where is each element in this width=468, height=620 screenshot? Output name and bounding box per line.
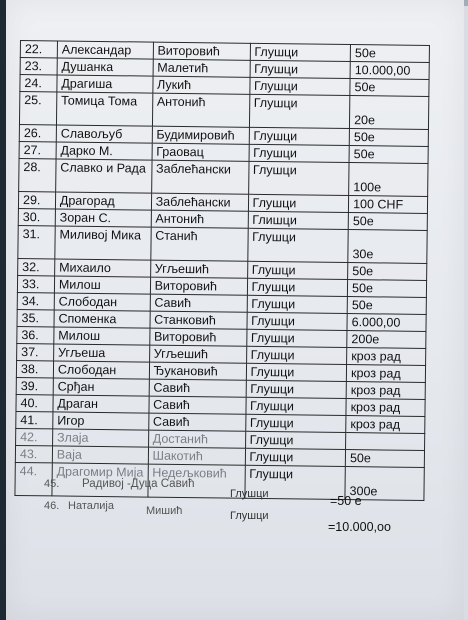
- cell-place: Глушци: [247, 312, 348, 330]
- cell-last: Ђукановић: [149, 362, 246, 380]
- cell-num: 43.: [15, 445, 52, 462]
- cell-last: Савић: [148, 413, 245, 431]
- cell-last: Лукић: [152, 76, 249, 94]
- extra-row-45-place: Глушци: [230, 488, 269, 500]
- cell-first: Душанка: [57, 58, 153, 76]
- cell-amount: кроз рад: [347, 348, 426, 366]
- cell-num: 39.: [16, 377, 53, 394]
- cell-last: Малетић: [153, 59, 250, 77]
- table-row: [18, 225, 427, 263]
- cell-num: 24.: [20, 75, 57, 92]
- cell-amount: кроз рад: [346, 399, 425, 417]
- cell-last: Угљешић: [150, 260, 247, 278]
- cell-place: Глушци: [247, 228, 348, 262]
- cell-place: Глушци: [249, 127, 350, 145]
- cell-num: 37.: [17, 343, 54, 360]
- cell-amount: 50е: [347, 297, 426, 315]
- cell-num: 23.: [20, 58, 57, 75]
- cell-first: Угљеша: [53, 344, 149, 362]
- cell-num: 28.: [19, 158, 56, 191]
- cell-num: 33.: [17, 275, 54, 292]
- cell-place: Глушци: [250, 43, 351, 61]
- cell-amount: 100 CHF: [349, 196, 428, 214]
- cell-first: Срђан: [53, 378, 149, 396]
- cell-amount: 50е: [350, 79, 429, 97]
- cell-num: 36.: [17, 326, 54, 343]
- cell-last: Будимировић: [152, 126, 249, 144]
- cell-first: Слободан: [54, 293, 150, 311]
- cell-first: Драгорад: [55, 192, 151, 210]
- cell-amount: 10.000,00: [350, 62, 429, 80]
- cell-num: 41.: [16, 411, 53, 428]
- cell-amount: кроз рад: [346, 365, 425, 383]
- table-row: [19, 92, 428, 130]
- cell-place: Глушци: [244, 465, 345, 499]
- cell-first: Александар: [57, 41, 153, 59]
- cell-first: Милош: [54, 276, 150, 294]
- paper-sheet: [6, 0, 464, 620]
- cell-place: Глушци: [245, 397, 346, 415]
- cell-amount: 50е: [348, 213, 427, 231]
- cell-last: Станић: [150, 227, 247, 261]
- extra-row-46-place: Глушци: [230, 510, 269, 522]
- table-row: [15, 462, 424, 500]
- cell-first: Дарко М.: [56, 142, 152, 160]
- cell-last: Достанић: [148, 430, 245, 448]
- extra-row-45-amount: =50 е: [330, 494, 362, 508]
- cell-place: Глушци: [247, 295, 348, 313]
- cell-num: 22.: [20, 41, 57, 58]
- cell-place: Глушци: [246, 363, 347, 381]
- cell-amount: [346, 433, 425, 451]
- cell-last: Заблећански: [151, 193, 248, 211]
- cell-amount: 50е: [348, 263, 427, 281]
- cell-amount: 50е: [347, 280, 426, 298]
- donor-table-body: [15, 41, 430, 501]
- extra-row-45-num: 45.: [44, 478, 60, 490]
- photo-left-edge: [0, 0, 6, 620]
- cell-last: Савић: [149, 396, 246, 414]
- cell-amount: 100е: [349, 163, 428, 197]
- cell-last: Антонић: [152, 93, 249, 127]
- cell-first: Михаило: [55, 259, 151, 277]
- cell-last: Савић: [149, 379, 246, 397]
- cell-last: Станковић: [150, 311, 247, 329]
- cell-amount: 300е: [345, 467, 424, 501]
- cell-amount: 30е: [348, 230, 427, 264]
- cell-place: Глушци: [249, 77, 350, 95]
- cell-first: Игор: [53, 412, 149, 430]
- cell-first: Зоран С.: [55, 209, 151, 227]
- cell-first: Славољуб: [56, 125, 152, 143]
- cell-place: Глушци: [246, 346, 347, 364]
- cell-num: 35.: [17, 309, 54, 326]
- cell-place: Глушци: [245, 431, 346, 449]
- cell-first: Драган: [53, 395, 149, 413]
- cell-num: 30.: [18, 208, 55, 225]
- cell-last: Недељковић: [148, 464, 245, 498]
- cell-num: 44.: [15, 462, 52, 495]
- cell-first: Миливој Мика: [55, 226, 151, 260]
- cell-amount: 50е: [349, 146, 428, 164]
- cell-num: 42.: [16, 428, 53, 445]
- cell-num: 26.: [19, 124, 56, 141]
- cell-last: Заблећански: [151, 160, 248, 194]
- cell-amount: 20е: [350, 96, 429, 130]
- cell-first: Драгомир Мија: [52, 463, 148, 497]
- cell-amount: 50е: [350, 45, 429, 63]
- cell-first: Злаја: [52, 429, 148, 447]
- cell-last: Виторовић: [150, 277, 247, 295]
- cell-amount: кроз рад: [346, 416, 425, 434]
- cell-amount: 50е: [345, 450, 424, 468]
- cell-place: Глушци: [246, 380, 347, 398]
- cell-num: 27.: [19, 141, 56, 158]
- extra-row-46-first: Наталија: [68, 500, 114, 512]
- table-row: [19, 158, 428, 196]
- cell-last: Антонић: [151, 210, 248, 228]
- cell-last: Шакотић: [148, 447, 245, 465]
- extra-row-45-name: Радивој -Дуца Савић: [82, 478, 195, 490]
- cell-num: 31.: [18, 225, 55, 258]
- cell-first: Томица Тома: [56, 92, 152, 126]
- cell-place: Глушци: [247, 278, 348, 296]
- cell-num: 32.: [18, 258, 55, 275]
- cell-amount: 6.000,00: [347, 314, 426, 332]
- cell-first: Драгиша: [57, 75, 153, 93]
- cell-place: Глушци: [245, 448, 346, 466]
- cell-first: Славко и Рада: [56, 159, 152, 193]
- cell-num: 34.: [17, 292, 54, 309]
- cell-amount: 50е: [349, 129, 428, 147]
- cell-place: Глушци: [248, 161, 349, 195]
- cell-last: Виторовић: [153, 42, 250, 60]
- cell-place: Глушци: [249, 94, 350, 128]
- cell-num: 29.: [18, 191, 55, 208]
- cell-place: Глушци: [247, 261, 348, 279]
- cell-amount: кроз рад: [346, 382, 425, 400]
- extra-row-46-amount: =10.000,оо: [328, 520, 391, 534]
- extra-row-46-last: Мишић: [146, 505, 183, 517]
- cell-first: Ваја: [52, 446, 148, 464]
- cell-first: Споменка: [54, 310, 150, 328]
- cell-place: Глушци: [245, 414, 346, 432]
- cell-last: Савић: [150, 294, 247, 312]
- cell-num: 25.: [19, 92, 56, 125]
- cell-last: Граовац: [152, 143, 249, 161]
- cell-place: Глушци: [250, 60, 351, 78]
- cell-place: Глушци: [248, 194, 349, 212]
- cell-num: 40.: [16, 394, 53, 411]
- extra-row-46-num: 46.: [44, 500, 60, 512]
- cell-first: Слободан: [53, 361, 149, 379]
- cell-first: Милош: [54, 327, 150, 345]
- donor-table: [14, 40, 430, 501]
- cell-num: 38.: [16, 360, 53, 377]
- cell-place: Глишци: [248, 211, 349, 229]
- cell-last: Виторовић: [149, 328, 246, 346]
- cell-last: Угљешић: [149, 345, 246, 363]
- cell-place: Глушци: [246, 329, 347, 347]
- cell-place: Глушци: [249, 144, 350, 162]
- cell-amount: 200е: [347, 331, 426, 349]
